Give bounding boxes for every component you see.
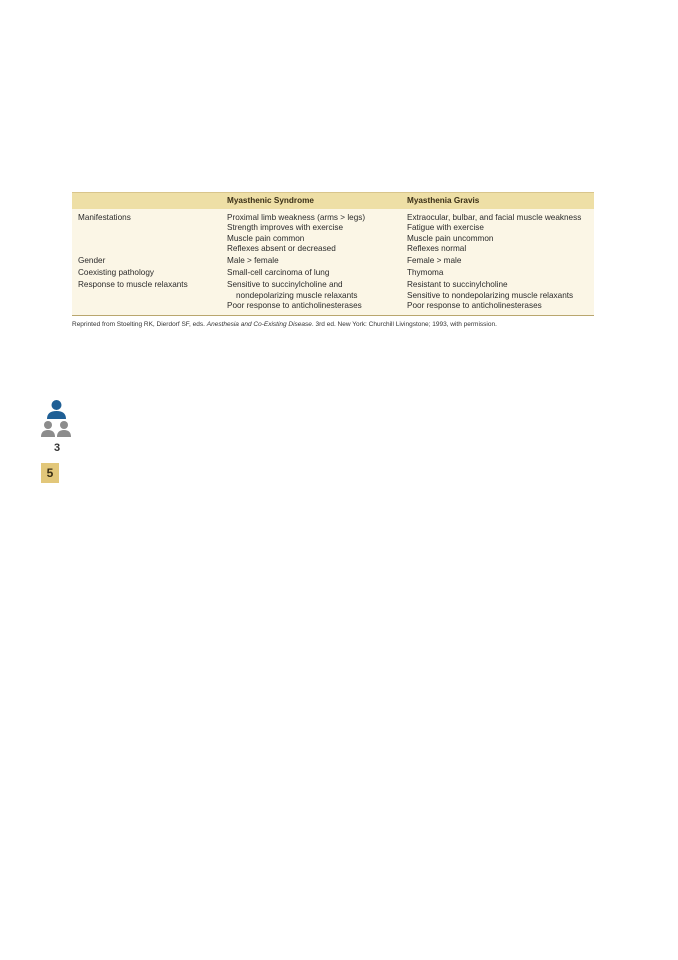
table-row bbox=[72, 267, 594, 279]
cell-line: Resistant to succinylcholine bbox=[407, 280, 508, 290]
comparison-table-container bbox=[72, 192, 594, 329]
gravis-cell bbox=[401, 267, 594, 279]
row-label: Response to muscle relaxants bbox=[78, 280, 188, 290]
caption-book-title: Anesthesia and Co-Existing Disease bbox=[206, 321, 312, 329]
cell-line: Proximal limb weakness (arms > legs) bbox=[227, 213, 366, 223]
row-label: Coexisting pathology bbox=[78, 268, 155, 278]
cell-line: Small-cell carcinoma of lung bbox=[227, 268, 330, 278]
primary-person-body bbox=[47, 411, 66, 419]
cell-line: Reflexes absent or decreased bbox=[227, 243, 336, 253]
cell-line: Poor response to anticholinesterases bbox=[407, 300, 542, 310]
table-caption bbox=[72, 320, 594, 329]
cell-line: Fatigue with exercise bbox=[407, 223, 484, 233]
table-header-row bbox=[72, 193, 594, 210]
cell-line: nondepolarizing muscle relaxants bbox=[236, 290, 358, 300]
page-number-badge[interactable]: 5 bbox=[41, 463, 59, 483]
cell-line: Male > female bbox=[227, 256, 279, 266]
cell-line: Thymoma bbox=[407, 268, 444, 278]
secondary-person-body-right bbox=[57, 430, 71, 437]
gravis-cell bbox=[401, 279, 594, 315]
header-empty bbox=[72, 193, 221, 210]
caption-suffix: . 3rd ed. New York: Churchill Livingstone; 1993, with permission. bbox=[311, 321, 497, 329]
comparison-table bbox=[72, 192, 594, 316]
row-label: Manifestations bbox=[78, 213, 131, 223]
row-label: Gender bbox=[78, 256, 106, 266]
cell-line: Strength improves with exercise bbox=[227, 223, 344, 233]
table-row bbox=[72, 209, 594, 255]
cell-line: Poor response to anticholinesterases bbox=[227, 300, 362, 310]
cell-line: Sensitive to succinylcholine and bbox=[227, 280, 343, 290]
cell-line: Muscle pain common bbox=[227, 233, 305, 243]
syndrome-cell bbox=[221, 267, 401, 279]
caption-prefix: Reprinted from Stoelting RK, Dierdorf SF, eds. bbox=[72, 321, 207, 329]
header-myasthenia-gravis: Myasthenia Gravis bbox=[401, 193, 594, 210]
syndrome-cell bbox=[221, 255, 401, 267]
cell-line: Extraocular, bulbar, and facial muscle weakness bbox=[407, 213, 582, 223]
gravis-cell bbox=[401, 255, 594, 267]
table-row bbox=[72, 279, 594, 315]
cell-line: Female > male bbox=[407, 256, 462, 266]
secondary-person-head-left bbox=[44, 421, 52, 429]
header-myasthenic-syndrome: Myasthenic Syndrome bbox=[221, 193, 401, 210]
people-icon[interactable] bbox=[40, 399, 73, 439]
cell-line: Reflexes normal bbox=[407, 243, 467, 253]
cell-line: Muscle pain uncommon bbox=[407, 233, 494, 243]
gravis-cell bbox=[401, 209, 594, 255]
primary-person-head bbox=[52, 400, 62, 410]
cell-line: Sensitive to nondepolarizing muscle relaxants bbox=[407, 290, 574, 300]
secondary-person-body-left bbox=[41, 430, 55, 437]
table-body bbox=[72, 209, 594, 315]
people-count: 3 bbox=[53, 442, 61, 454]
table-row bbox=[72, 255, 594, 267]
secondary-person-head-right bbox=[60, 421, 68, 429]
syndrome-cell bbox=[221, 209, 401, 255]
syndrome-cell bbox=[221, 279, 401, 315]
